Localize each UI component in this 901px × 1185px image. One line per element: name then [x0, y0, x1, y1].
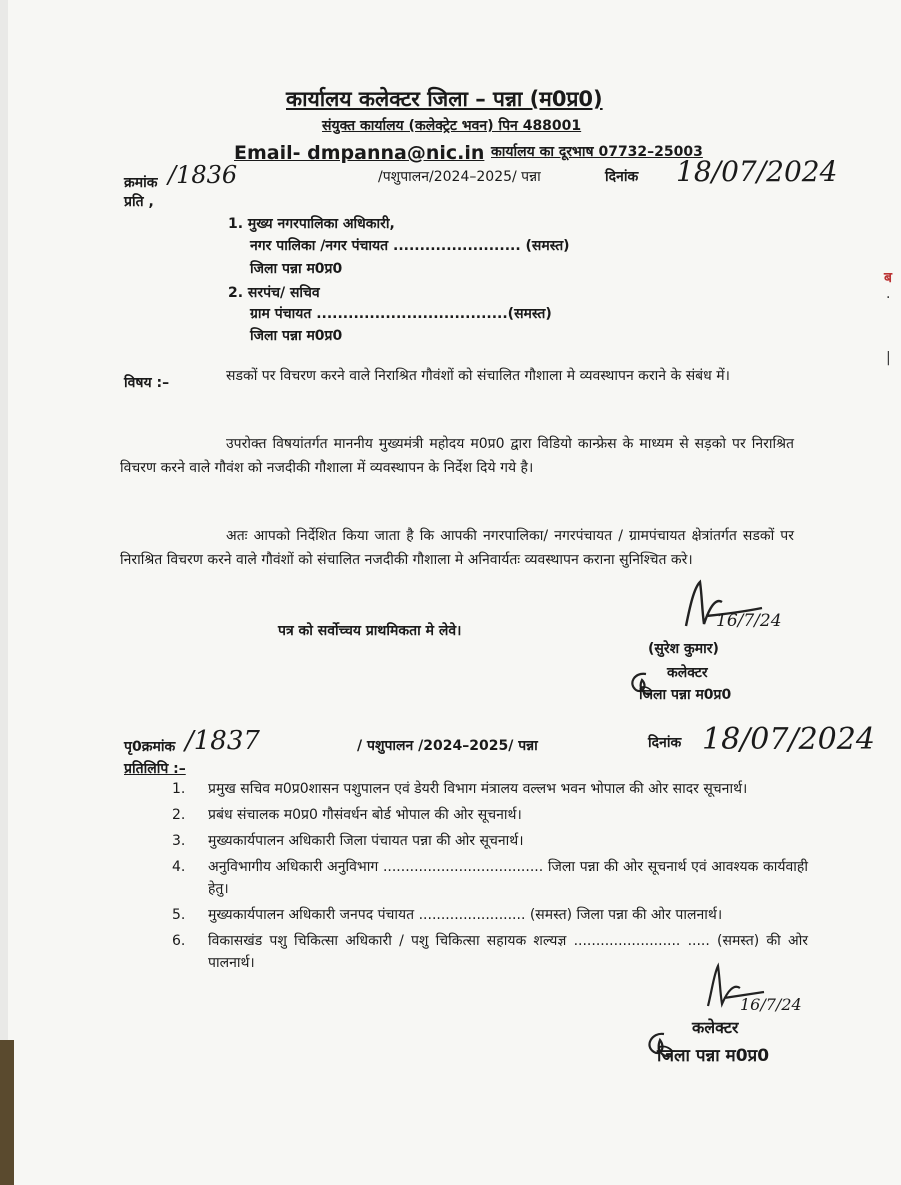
- subject-text: सडकों पर विचरण करने वाले निराश्रित गौवंशों को संचालित गौशाला मे व्यवस्थापन कराने के संबंध में।: [226, 368, 730, 384]
- signer-name: (सुरेश कुमार): [648, 641, 719, 657]
- list-item: 5. मुख्यकार्यपालन अधिकारी जनपद पंचायत ........................ (समस्त) जिला पन्ना की ओर पालनार्थ।: [172, 907, 723, 923]
- list-item: 2. प्रबंध संचालक म0प्र0 गौसंवर्धन बोर्ड भोपाल की ओर सूचनार्थ।: [172, 807, 522, 823]
- edge-mark: ब: [884, 270, 892, 286]
- letter-reference: /पशुपालन/2024–2025/ पन्ना: [378, 169, 541, 185]
- list-item: 6. विकासखंड पशु चिकित्सा अधिकारी / पशु चिकित्सा सहायक शल्यज्ञ ........................ ..... (समस्त) की ओर पालनार्थ।: [172, 933, 808, 971]
- date-handwritten: 18/07/2024: [676, 155, 838, 188]
- book-spine-edge: [0, 1040, 14, 1185]
- office-title: कार्यालय कलेक्टर जिला – पन्ना (म0प्र0): [286, 87, 603, 111]
- sub-address: संयुक्त कार्यालय (कलेक्ट्रेट भवन) पिन 488001: [322, 118, 582, 134]
- signature-2-district: जिला पन्ना म0प्र0: [657, 1046, 770, 1066]
- endorsement-kramank-handwritten: /1837: [185, 726, 260, 756]
- recipient-2-office: ग्राम पंचायत ....................................(समस्त): [250, 306, 552, 322]
- recipient-1-office: नगर पालिका /नगर पंचायत ........................ (समस्त): [250, 238, 570, 254]
- kramank-handwritten: /1836: [168, 161, 238, 189]
- date-label: दिनांक: [605, 169, 639, 185]
- copy-list: [172, 778, 808, 978]
- signature-1-date: 16/7/24: [716, 611, 782, 631]
- recipient-2-district: जिला पन्ना म0प्र0: [250, 328, 343, 344]
- body-paragraph-2: अतः आपको निर्देशित किया जाता है कि आपकी नगरपालिका/ नगरपंचायत / ग्रामपंचायत क्षेत्रांतर्गत सडकों पर निराश्रित विचरण करने वाले गौवंशों को संचालित नजदीकी गौशाला मे अनिवार्यतः व्यवस्थापन कराना सुनिश्चित करे।: [120, 528, 794, 568]
- recipient-1-title: 1. मुख्य नगरपालिका अधिकारी,: [228, 216, 395, 232]
- endorsement-date-label: दिनांक: [648, 735, 682, 751]
- list-item: 1. प्रमुख सचिव म0प्र0शासन पशुपालन एवं डेयरी विभाग मंत्रालय वल्लभ भवन भोपाल की ओर सादर सूचनार्थ।: [172, 781, 748, 797]
- signer-designation: कलेक्टर: [667, 665, 708, 681]
- subject-label: विषय :–: [124, 375, 170, 391]
- edge-mark: |: [886, 350, 891, 366]
- kramank-label: क्रमांक: [124, 175, 158, 191]
- priority-note: पत्र को सर्वोच्चय प्राथमिकता मे लेवे।: [278, 623, 462, 639]
- recipient-1-district: जिला पन्ना म0प्र0: [250, 261, 343, 277]
- prati-label: प्रति ,: [124, 194, 154, 210]
- signature-2-designation: कलेक्टर: [692, 1018, 739, 1037]
- signer-district: जिला पन्ना म0प्र0: [639, 687, 732, 703]
- signature-2-date: 16/7/24: [740, 995, 802, 1014]
- endorsement-date-handwritten: 18/07/2024: [702, 722, 875, 757]
- pratilipi-label: प्रतिलिपि :–: [124, 761, 186, 777]
- body-paragraph-1: उपरोक्त विषयांतर्गत माननीय मुख्यमंत्री महोदय म0प्र0 द्वारा विडियो कान्फ्रेस के माध्यम से सड़को पर निराश्रित विचरण करने वाले गौवंश को नजदीकी गौशाला में व्यवस्थापन के निर्देश दिये गये है।: [120, 436, 794, 476]
- list-item: 4. अनुविभागीय अधिकारी अनुविभाग .................................... जिला पन्ना की ओर सूचनार्थ एवं आवश्यक कार्यवाही हेतु।: [172, 859, 808, 897]
- email-address: Email- dmpanna@nic.in: [234, 142, 485, 164]
- edge-mark: ·: [886, 290, 891, 306]
- endorsement-kramank-label: पृ0क्रमांक: [124, 739, 176, 755]
- endorsement-reference: / पशुपालन /2024–2025/ पन्ना: [357, 738, 538, 754]
- list-item: 3. मुख्यकार्यपालन अधिकारी जिला पंचायत पन्ना की ओर सूचनार्थ।: [172, 833, 524, 849]
- recipient-2-title: 2. सरपंच/ सचिव: [228, 285, 320, 301]
- phone-number: कार्यालय का दूरभाष 07732–25003: [491, 144, 703, 160]
